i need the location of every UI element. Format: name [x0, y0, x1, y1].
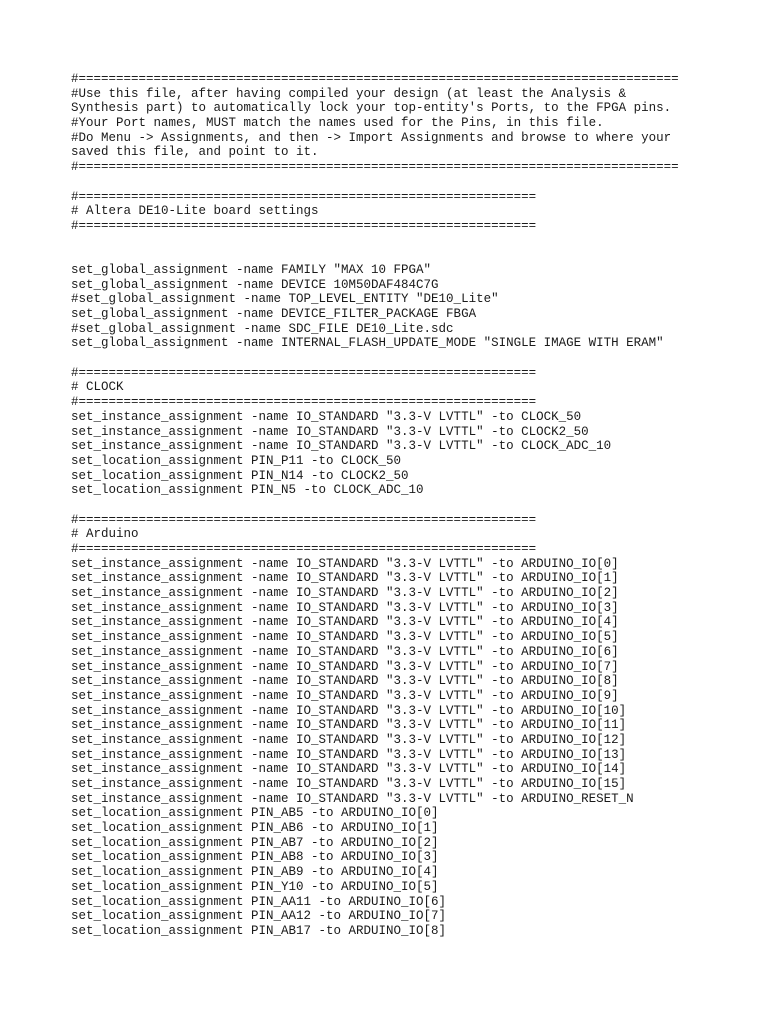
code-line: set_instance_assignment -name IO_STANDARD "3.3-V LVTTL" -to ARDUINO_IO[12] — [71, 732, 627, 747]
blank-line — [71, 248, 691, 263]
separator-line: #============================================================= — [71, 542, 537, 556]
code-line: set_instance_assignment -name IO_STANDARD "3.3-V LVTTL" -to ARDUINO_IO[6] — [71, 644, 619, 659]
comment-line: # CLOCK — [71, 380, 124, 395]
code-line: set_instance_assignment -name IO_STANDARD "3.3-V LVTTL" -to ARDUINO_IO[1] — [71, 571, 619, 586]
comment-line: #set_global_assignment -name SDC_FILE DE10_Lite.sdc — [71, 321, 454, 336]
separator-line: #================================================================================ — [71, 160, 679, 175]
separator-line: #============================================================= — [71, 365, 537, 380]
code-line: set_location_assignment PIN_AB17 -to ARDUINO_IO[8] — [71, 923, 447, 938]
separator-line: #============================================================= — [71, 512, 537, 527]
code-line: set_instance_assignment -name IO_STANDARD "3.3-V LVTTL" -to CLOCK_50 — [71, 409, 582, 424]
blank-line — [71, 351, 691, 366]
code-line: set_instance_assignment -name IO_STANDARD "3.3-V LVTTL" -to ARDUINO_IO[11] — [71, 718, 627, 733]
code-line: set_instance_assignment -name IO_STANDARD "3.3-V LVTTL" -to ARDUINO_IO[9] — [71, 688, 619, 703]
code-line: set_instance_assignment -name IO_STANDARD "3.3-V LVTTL" -to ARDUINO_IO[8] — [71, 674, 619, 689]
code-line: set_location_assignment PIN_AB7 -to ARDUINO_IO[2] — [71, 835, 439, 850]
code-line: set_instance_assignment -name IO_STANDARD "3.3-V LVTTL" -to ARDUINO_IO[4] — [71, 615, 619, 630]
code-line: set_instance_assignment -name IO_STANDARD "3.3-V LVTTL" -to ARDUINO_RESET_N — [71, 791, 634, 806]
code-line: set_instance_assignment -name IO_STANDARD "3.3-V LVTTL" -to ARDUINO_IO[7] — [71, 659, 619, 674]
blank-line — [71, 498, 691, 513]
code-line: set_instance_assignment -name IO_STANDARD "3.3-V LVTTL" -to CLOCK_ADC_10 — [71, 439, 612, 454]
code-line: set_global_assignment -name FAMILY "MAX 10 FPGA" — [71, 262, 432, 277]
code-line: Synthesis part) to automatically lock your top-entity's Ports, to the FPGA pins. — [71, 101, 672, 116]
code-line: set_instance_assignment -name IO_STANDARD "3.3-V LVTTL" -to ARDUINO_IO[13] — [71, 747, 627, 762]
code-line: set_instance_assignment -name IO_STANDARD "3.3-V LVTTL" -to ARDUINO_IO[3] — [71, 600, 619, 615]
code-line: set_location_assignment PIN_AB8 -to ARDUINO_IO[3] — [71, 850, 439, 865]
code-line: set_location_assignment PIN_AB9 -to ARDUINO_IO[4] — [71, 865, 439, 880]
code-line: set_location_assignment PIN_Y10 -to ARDUINO_IO[5] — [71, 879, 439, 894]
code-line: set_location_assignment PIN_AA11 -to ARDUINO_IO[6] — [71, 894, 447, 909]
comment-line: #Use this file, after having compiled your design (at least the Analysis & — [71, 86, 627, 101]
document-body — [71, 72, 691, 939]
code-line: set_instance_assignment -name IO_STANDARD "3.3-V LVTTL" -to ARDUINO_IO[2] — [71, 586, 619, 601]
code-line: set_global_assignment -name DEVICE_FILTER_PACKAGE FBGA — [71, 307, 477, 321]
code-line: set_instance_assignment -name IO_STANDARD "3.3-V LVTTL" -to ARDUINO_IO[15] — [71, 777, 627, 791]
comment-line: #Do Menu -> Assignments, and then -> Import Assignments and browse to where your — [71, 130, 672, 145]
code-line: set_instance_assignment -name IO_STANDARD "3.3-V LVTTL" -to ARDUINO_IO[14] — [71, 762, 627, 777]
code-line: set_global_assignment -name INTERNAL_FLASH_UPDATE_MODE "SINGLE IMAGE WITH ERAM" — [71, 336, 664, 351]
separator-line: #============================================================= — [71, 189, 537, 204]
comment-line: # Arduino — [71, 527, 139, 542]
comment-line: #set_global_assignment -name TOP_LEVEL_ENTITY "DE10_Lite" — [71, 292, 499, 307]
code-line: set_global_assignment -name DEVICE 10M50DAF484C7G — [71, 277, 439, 292]
code-line: set_instance_assignment -name IO_STANDARD "3.3-V LVTTL" -to ARDUINO_IO[5] — [71, 630, 619, 645]
code-line: set_instance_assignment -name IO_STANDARD "3.3-V LVTTL" -to ARDUINO_IO[10] — [71, 703, 627, 718]
code-line: set_location_assignment PIN_AA12 -to ARDUINO_IO[7] — [71, 909, 447, 924]
separator-line: #============================================================= — [71, 395, 537, 410]
comment-line: #Your Port names, MUST match the names used for the Pins, in this file. — [71, 116, 604, 131]
blank-line — [71, 234, 691, 249]
blank-line — [71, 175, 691, 190]
separator-line: #================================================================================ — [71, 72, 679, 86]
code-line: set_instance_assignment -name IO_STANDARD "3.3-V LVTTL" -to ARDUINO_IO[0] — [71, 556, 619, 571]
code-line: set_location_assignment PIN_AB6 -to ARDUINO_IO[1] — [71, 821, 439, 836]
comment-line: # Altera DE10-Lite board settings — [71, 204, 319, 219]
code-line: set_location_assignment PIN_AB5 -to ARDUINO_IO[0] — [71, 806, 439, 821]
code-line: saved this file, and point to it. — [71, 145, 319, 160]
code-line: set_location_assignment PIN_N14 -to CLOCK2_50 — [71, 468, 409, 483]
separator-line: #============================================================= — [71, 218, 537, 233]
code-line: set_instance_assignment -name IO_STANDARD "3.3-V LVTTL" -to CLOCK2_50 — [71, 424, 589, 439]
code-line: set_location_assignment PIN_P11 -to CLOCK_50 — [71, 453, 402, 468]
code-line: set_location_assignment PIN_N5 -to CLOCK_ADC_10 — [71, 483, 424, 498]
